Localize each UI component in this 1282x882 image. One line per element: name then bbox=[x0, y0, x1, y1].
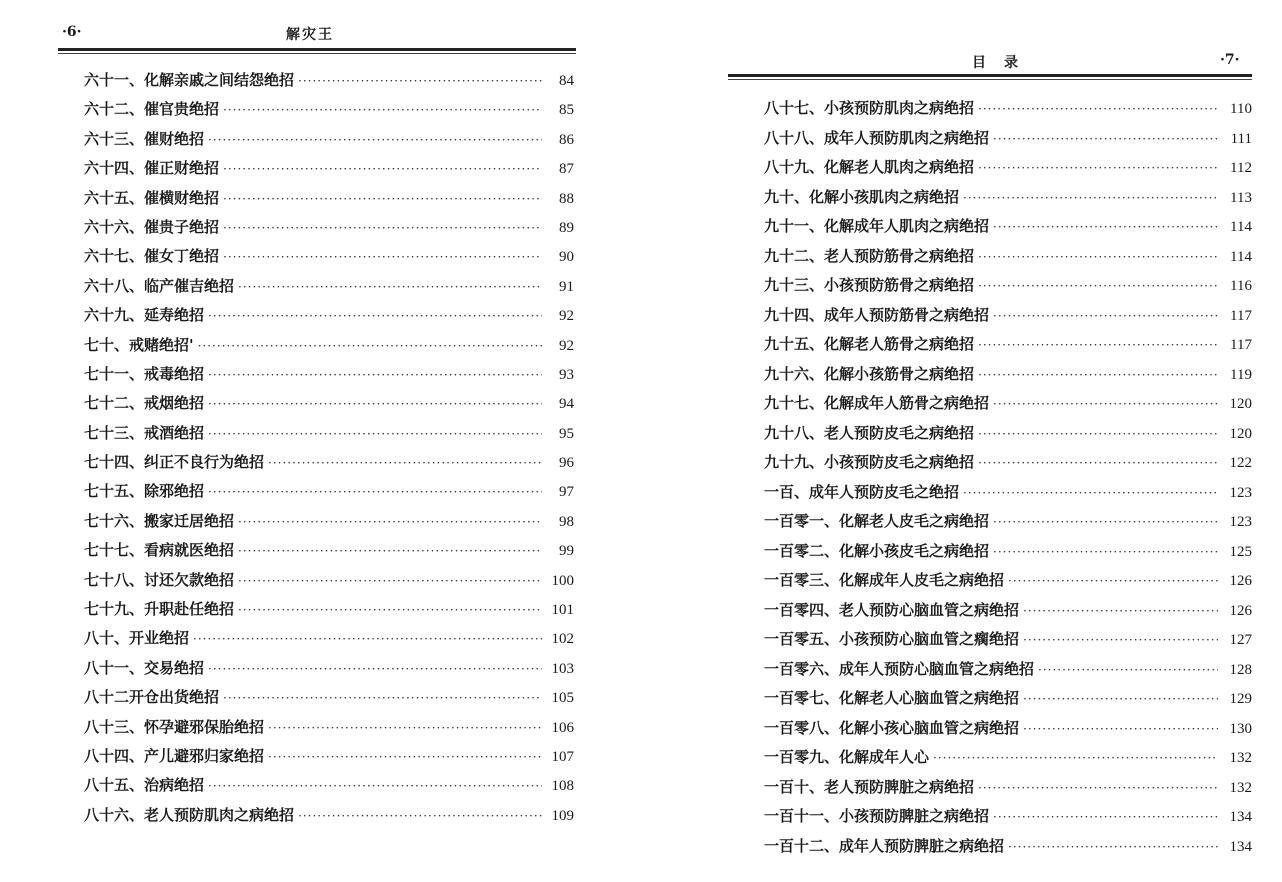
toc-leader-dots bbox=[223, 243, 542, 272]
toc-entry-page: 92 bbox=[559, 308, 574, 325]
toc-entry-title: 八十四、产儿避邪归家绝招 bbox=[84, 746, 265, 765]
toc-entry[interactable] bbox=[764, 94, 1252, 124]
toc-entry-page: 113 bbox=[1230, 189, 1252, 206]
toc-leader-dots bbox=[993, 390, 1218, 420]
toc-leader-dots bbox=[1038, 656, 1218, 686]
toc-entry-title: 六十七、催女丁绝招 bbox=[84, 247, 220, 266]
toc-entry[interactable] bbox=[84, 507, 574, 536]
right-running-head: 目 录 bbox=[972, 55, 1020, 71]
toc-entry[interactable] bbox=[764, 153, 1252, 183]
toc-leader-dots bbox=[198, 332, 542, 361]
toc-entry-page: 103 bbox=[551, 660, 574, 677]
toc-entry[interactable] bbox=[764, 596, 1252, 626]
toc-leader-dots bbox=[193, 625, 542, 654]
toc-leader-dots bbox=[238, 537, 542, 566]
toc-leader-dots bbox=[978, 331, 1218, 361]
toc-entry-page: 117 bbox=[1230, 337, 1252, 353]
toc-leader-dots bbox=[978, 95, 1218, 125]
toc-entry[interactable] bbox=[764, 566, 1252, 596]
toc-leader-dots bbox=[978, 420, 1218, 450]
toc-entry[interactable] bbox=[84, 125, 574, 154]
toc-entry-page: 112 bbox=[1230, 160, 1252, 176]
toc-entry-title: 六十九、延寿绝招 bbox=[84, 306, 205, 325]
toc-entry-page: 114 bbox=[1230, 219, 1252, 235]
toc-leader-dots bbox=[993, 125, 1218, 155]
toc-entry[interactable] bbox=[764, 212, 1252, 242]
toc-entry[interactable] bbox=[84, 95, 574, 124]
toc-entry-title: 六十一、化解亲戚之间结怨绝招 bbox=[84, 71, 295, 89]
toc-leader-dots bbox=[993, 803, 1218, 833]
toc-leader-dots bbox=[298, 802, 542, 831]
toc-entry[interactable] bbox=[84, 477, 574, 506]
toc-leader-dots bbox=[978, 272, 1218, 302]
left-header-rule bbox=[58, 48, 576, 51]
toc-leader-dots bbox=[208, 302, 542, 331]
toc-entry[interactable] bbox=[84, 331, 574, 360]
toc-entry-title: 七十二、戒烟绝招 bbox=[84, 394, 205, 413]
toc-entry-title: 七十九、升职赴任绝招 bbox=[84, 600, 235, 619]
toc-leader-dots bbox=[298, 67, 542, 96]
toc-entry-title: 一百十二、成年人预防脾脏之病绝招 bbox=[764, 836, 1005, 855]
toc-entry-page: 132 bbox=[1229, 750, 1252, 766]
toc-entry-page: 110 bbox=[1230, 101, 1252, 117]
toc-entry[interactable] bbox=[764, 625, 1252, 655]
left-page bbox=[0, 0, 640, 882]
toc-entry-title: 六十五、催横财绝招 bbox=[84, 188, 220, 207]
toc-entry-title: 九十四、成年人预防筋骨之病绝招 bbox=[764, 305, 990, 324]
toc-entry-title: 一百零九、化解成年人心 bbox=[764, 748, 930, 766]
toc-entry[interactable] bbox=[84, 419, 574, 448]
toc-leader-dots bbox=[963, 479, 1218, 509]
toc-entry-page: 120 bbox=[1229, 425, 1252, 442]
toc-entry-title: 八十七、小孩预防肌肉之病绝招 bbox=[764, 99, 975, 117]
toc-entry-title: 八十二开仓出货绝招 bbox=[84, 688, 220, 707]
toc-leader-dots bbox=[1023, 626, 1218, 656]
toc-leader-dots bbox=[268, 743, 542, 772]
toc-entry-page: 106 bbox=[551, 719, 574, 736]
toc-leader-dots bbox=[208, 420, 542, 449]
toc-entry-title: 八十三、怀孕避邪保胎绝招 bbox=[84, 717, 265, 736]
toc-entry-page: 123 bbox=[1229, 484, 1252, 501]
toc-leader-dots bbox=[1023, 715, 1218, 745]
toc-leader-dots bbox=[978, 774, 1218, 804]
toc-entry[interactable] bbox=[84, 801, 574, 830]
toc-leader-dots bbox=[208, 478, 542, 507]
toc-entry[interactable] bbox=[84, 360, 574, 389]
toc-entry-page: 107 bbox=[551, 748, 574, 765]
toc-leader-dots bbox=[978, 154, 1218, 184]
toc-entry-title: 八十八、成年人预防肌肉之病绝招 bbox=[764, 128, 990, 147]
right-page bbox=[720, 0, 1282, 882]
right-header-rule bbox=[728, 74, 1252, 77]
toc-entry-title: 六十八、临产催吉绝招 bbox=[84, 276, 235, 295]
toc-entry-title: 一百零三、化解成年人皮毛之病绝招 bbox=[764, 571, 1005, 589]
toc-entry[interactable] bbox=[764, 330, 1252, 360]
toc-leader-dots bbox=[238, 567, 542, 596]
toc-entry-page: 98 bbox=[559, 513, 574, 530]
toc-entry[interactable] bbox=[84, 595, 574, 624]
toc-entry-page: 116 bbox=[1230, 278, 1252, 294]
toc-entry-page: 111 bbox=[1230, 130, 1252, 147]
toc-entry-page: 94 bbox=[559, 396, 574, 413]
toc-entry-title: 九十八、老人预防皮毛之病绝招 bbox=[764, 423, 975, 442]
toc-entry-title: 六十六、催贵子绝招 bbox=[84, 217, 220, 236]
toc-entry-title: 九十三、小孩预防筋骨之病绝招 bbox=[764, 276, 975, 294]
toc-entry-page: 128 bbox=[1229, 661, 1252, 678]
toc-entry-page: 132 bbox=[1229, 779, 1252, 796]
toc-entry-title: 七十七、看病就医绝招 bbox=[84, 541, 235, 560]
toc-entry-page: 90 bbox=[559, 249, 574, 266]
toc-entry[interactable] bbox=[764, 271, 1252, 301]
toc-entry[interactable] bbox=[764, 301, 1252, 331]
toc-entry-page: 109 bbox=[551, 807, 574, 824]
toc-entry[interactable] bbox=[764, 419, 1252, 449]
toc-leader-dots bbox=[1023, 685, 1218, 715]
toc-entry-page: 99 bbox=[559, 543, 574, 560]
toc-entry-title: 八十、开业绝招 bbox=[84, 629, 190, 648]
toc-entry-title: 七十三、戒酒绝招 bbox=[84, 423, 205, 442]
toc-entry-page: 102 bbox=[551, 631, 574, 648]
toc-entry[interactable] bbox=[764, 124, 1252, 154]
toc-entry-page: 127 bbox=[1229, 632, 1252, 648]
toc-entry-title: 九十二、老人预防筋骨之病绝招 bbox=[764, 246, 975, 265]
toc-entry[interactable] bbox=[764, 360, 1252, 390]
toc-entry[interactable] bbox=[84, 713, 574, 742]
toc-entry-title: 一百十一、小孩预防脾脏之病绝招 bbox=[764, 807, 990, 825]
toc-leader-dots bbox=[1008, 567, 1218, 597]
toc-leader-dots bbox=[208, 772, 542, 801]
toc-entry-page: 129 bbox=[1229, 691, 1252, 707]
toc-entry[interactable] bbox=[764, 714, 1252, 744]
toc-entry-title: 九十七、化解成年人筋骨之病绝招 bbox=[764, 394, 990, 412]
toc-entry-title: 八十九、化解老人肌肉之病绝招 bbox=[764, 158, 975, 176]
toc-entry[interactable] bbox=[84, 389, 574, 418]
toc-entry-page: 89 bbox=[559, 219, 574, 236]
toc-entry-title: 九十一、化解成年人肌肉之病绝招 bbox=[764, 217, 990, 235]
toc-entry-title: 一百、成年人预防皮毛之绝招 bbox=[764, 482, 960, 501]
toc-entry[interactable] bbox=[84, 301, 574, 330]
toc-leader-dots bbox=[208, 126, 542, 155]
toc-entry-title: 七十六、搬家迁居绝招 bbox=[84, 511, 235, 530]
toc-entry[interactable] bbox=[84, 184, 574, 213]
toc-leader-dots bbox=[1008, 833, 1218, 863]
toc-entry-title: 八十六、老人预防肌肉之病绝招 bbox=[84, 805, 295, 824]
toc-entry-page: 86 bbox=[559, 131, 574, 148]
toc-leader-dots bbox=[223, 684, 542, 713]
toc-leader-dots bbox=[223, 214, 542, 243]
toc-entry-page: 122 bbox=[1229, 455, 1252, 471]
toc-entry-page: 126 bbox=[1229, 602, 1252, 619]
right-toc-list bbox=[764, 94, 1252, 861]
toc-entry[interactable] bbox=[84, 154, 574, 183]
toc-leader-dots bbox=[208, 361, 542, 390]
toc-leader-dots bbox=[963, 184, 1218, 214]
toc-leader-dots bbox=[223, 185, 542, 214]
toc-entry[interactable] bbox=[764, 537, 1252, 567]
toc-entry-title: 七十八、讨还欠款绝招 bbox=[84, 570, 235, 589]
toc-leader-dots bbox=[993, 302, 1218, 332]
toc-entry[interactable] bbox=[764, 507, 1252, 537]
toc-entry[interactable] bbox=[764, 743, 1252, 773]
toc-entry-page: 117 bbox=[1230, 307, 1252, 324]
toc-entry-title: 一百零一、化解老人皮毛之病绝招 bbox=[764, 512, 990, 530]
left-header-rule-thin bbox=[58, 53, 576, 54]
toc-entry-page: 87 bbox=[559, 161, 574, 178]
toc-entry[interactable] bbox=[84, 624, 574, 653]
toc-leader-dots bbox=[238, 508, 542, 537]
toc-entry[interactable] bbox=[84, 242, 574, 271]
toc-leader-dots bbox=[978, 449, 1218, 479]
toc-entry-title: 六十三、催财绝招 bbox=[84, 129, 205, 148]
right-header-rule-thin bbox=[728, 79, 1252, 80]
left-running-head: 解灾王 bbox=[286, 27, 334, 43]
toc-entry-title: 一百零六、成年人预防心脑血管之病绝招 bbox=[764, 659, 1035, 678]
toc-leader-dots bbox=[208, 655, 542, 684]
toc-entry[interactable] bbox=[764, 773, 1252, 803]
toc-entry-title: 一百十、老人预防脾脏之病绝招 bbox=[764, 777, 975, 796]
toc-entry-page: 96 bbox=[559, 455, 574, 472]
toc-entry-page: 126 bbox=[1229, 573, 1252, 589]
toc-leader-dots bbox=[238, 273, 542, 302]
toc-entry-page: 120 bbox=[1229, 396, 1252, 412]
toc-entry[interactable] bbox=[84, 272, 574, 301]
toc-entry[interactable] bbox=[764, 389, 1252, 419]
toc-entry-page: 91 bbox=[559, 278, 574, 295]
toc-leader-dots bbox=[993, 508, 1218, 538]
toc-entry-page: 134 bbox=[1229, 809, 1252, 825]
toc-leader-dots bbox=[978, 361, 1218, 391]
toc-entry[interactable] bbox=[84, 66, 574, 95]
toc-leader-dots bbox=[268, 714, 542, 743]
toc-leader-dots bbox=[208, 390, 542, 419]
toc-entry[interactable] bbox=[764, 242, 1252, 272]
toc-entry-page: 108 bbox=[551, 778, 574, 795]
toc-leader-dots bbox=[223, 155, 542, 184]
toc-entry-page: 92 bbox=[559, 337, 574, 354]
toc-entry-title: 八十五、治病绝招 bbox=[84, 776, 205, 795]
toc-entry-page: 101 bbox=[551, 602, 574, 619]
right-page-number: ·7· bbox=[1220, 52, 1240, 68]
toc-entry-title: 一百零二、化解小孩皮毛之病绝招 bbox=[764, 541, 990, 560]
toc-entry-page: 119 bbox=[1230, 366, 1252, 383]
toc-entry[interactable] bbox=[764, 802, 1252, 832]
toc-entry[interactable] bbox=[84, 683, 574, 712]
toc-entry-page: 88 bbox=[559, 190, 574, 207]
toc-entry-page: 85 bbox=[559, 102, 574, 119]
toc-entry-page: 100 bbox=[551, 572, 574, 589]
toc-entry[interactable] bbox=[764, 448, 1252, 478]
toc-entry[interactable] bbox=[84, 654, 574, 683]
toc-entry-page: 93 bbox=[559, 366, 574, 383]
toc-entry-page: 123 bbox=[1229, 514, 1252, 530]
toc-entry-page: 105 bbox=[551, 690, 574, 707]
toc-entry[interactable] bbox=[84, 566, 574, 595]
toc-entry-title: 一百零四、老人预防心脑血管之病绝招 bbox=[764, 600, 1020, 619]
toc-entry-title: 六十四、催正财绝招 bbox=[84, 159, 220, 178]
toc-entry[interactable] bbox=[84, 213, 574, 242]
toc-entry[interactable] bbox=[84, 536, 574, 565]
toc-entry-page: 125 bbox=[1229, 543, 1252, 560]
toc-entry[interactable] bbox=[764, 832, 1252, 862]
toc-entry-title: 一百零五、小孩预防心脑血管之瘸绝招 bbox=[764, 630, 1020, 648]
toc-entry[interactable] bbox=[84, 742, 574, 771]
toc-entry[interactable] bbox=[764, 684, 1252, 714]
toc-entry-title: 七十四、纠正不良行为绝招 bbox=[84, 453, 265, 472]
toc-entry-title: 九十六、化解小孩筋骨之病绝招 bbox=[764, 364, 975, 383]
toc-entry-title: 一百零八、化解小孩心脑血管之病绝招 bbox=[764, 718, 1020, 737]
toc-leader-dots bbox=[993, 538, 1218, 568]
toc-leader-dots bbox=[238, 596, 542, 625]
toc-entry[interactable] bbox=[84, 771, 574, 800]
toc-leader-dots bbox=[978, 243, 1218, 273]
toc-leader-dots bbox=[223, 96, 542, 125]
toc-entry-title: 七十、戒赌绝招' bbox=[84, 335, 194, 354]
toc-entry[interactable] bbox=[764, 478, 1252, 508]
left-page-number: ·6· bbox=[62, 24, 82, 40]
toc-entry-title: 七十五、除邪绝招 bbox=[84, 482, 205, 501]
toc-entry-page: 130 bbox=[1229, 720, 1252, 737]
toc-entry-page: 84 bbox=[559, 73, 574, 89]
toc-entry-page: 134 bbox=[1229, 838, 1252, 855]
toc-leader-dots bbox=[933, 744, 1218, 774]
toc-entry[interactable] bbox=[764, 183, 1252, 213]
toc-entry-title: 九十九、小孩预防皮毛之病绝招 bbox=[764, 453, 975, 471]
toc-leader-dots bbox=[993, 213, 1218, 243]
toc-leader-dots bbox=[268, 449, 542, 478]
toc-entry-title: 九十五、化解老人筋骨之病绝招 bbox=[764, 335, 975, 353]
toc-entry-title: 一百零七、化解老人心脑血管之病绝招 bbox=[764, 689, 1020, 707]
toc-entry-title: 六十二、催官贵绝招 bbox=[84, 100, 220, 119]
left-toc-list bbox=[84, 66, 574, 830]
toc-entry-page: 95 bbox=[559, 425, 574, 442]
toc-entry-title: 九十、化解小孩肌肉之病绝招 bbox=[764, 187, 960, 206]
toc-entry-page: 97 bbox=[559, 484, 574, 501]
toc-entry[interactable] bbox=[764, 655, 1252, 685]
toc-entry-title: 八十一、交易绝招 bbox=[84, 658, 205, 677]
toc-leader-dots bbox=[1023, 597, 1218, 627]
toc-entry-page: 114 bbox=[1230, 248, 1252, 265]
toc-entry[interactable] bbox=[84, 448, 574, 477]
toc-entry-title: 七十一、戒毒绝招 bbox=[84, 364, 205, 383]
